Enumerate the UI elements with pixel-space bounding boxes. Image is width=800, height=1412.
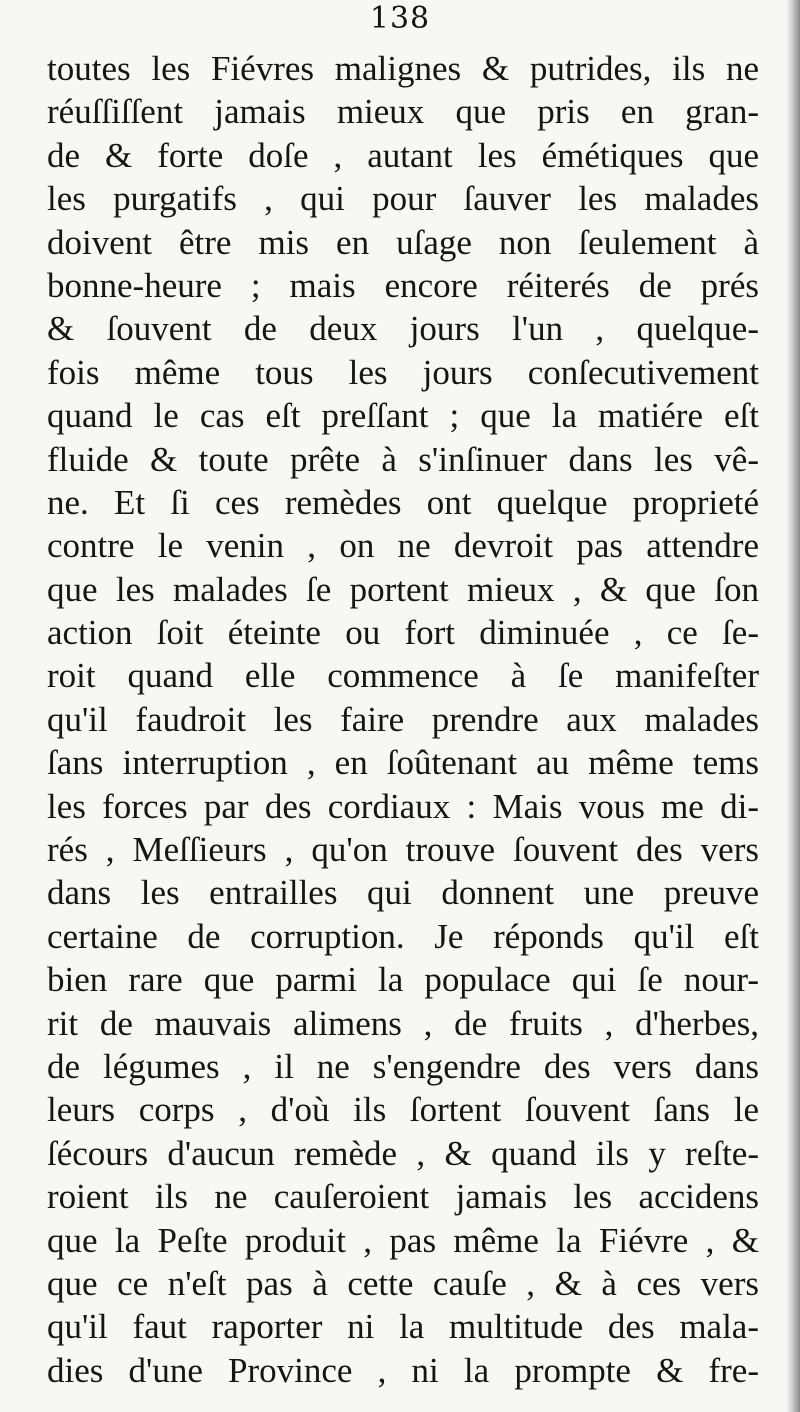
text-line: toutes les Fiévres malignes & putrides, ils ne bbox=[47, 49, 759, 88]
text-line: fluide & toute prête à s'inſinuer dans les vê- bbox=[47, 439, 759, 479]
text-line: que ce n'eſt pas à cette cauſe , & à ces vers bbox=[47, 1263, 759, 1303]
text-line: roient ils ne cauſeroient jamais les accidens bbox=[47, 1177, 759, 1217]
text-line: les forces par des cordiaux : Mais vous me di- bbox=[47, 786, 759, 826]
text-line: rés , Meſſieurs , qu'on trouve ſouvent des vers bbox=[47, 830, 759, 870]
text-line: roit quand elle commence à ſe manifeſter bbox=[47, 656, 759, 696]
text-line: que les malades ſe portent mieux , & que ſon bbox=[47, 569, 759, 609]
text-line: dies d'une Province , ni la prompte & fre- bbox=[47, 1350, 759, 1390]
text-line: bonne-heure ; mais encore réiterés de prés bbox=[47, 265, 759, 305]
text-line: dans les entrailles qui donnent une preuve bbox=[47, 873, 759, 913]
text-line: réuſſiſſent jamais mieux que pris en gran- bbox=[47, 92, 759, 132]
text-line: certaine de corruption. Je réponds qu'il eſt bbox=[47, 916, 759, 956]
text-line: qu'il faut raporter ni la multitude des mala- bbox=[47, 1307, 759, 1347]
body-text bbox=[47, 47, 759, 1392]
text-line: rit de mauvais alimens , de fruits , d'herbes, bbox=[47, 1003, 759, 1043]
page-binding-edge bbox=[786, 0, 800, 1412]
text-line: leurs corps , d'où ils ſortent ſouvent ſans le bbox=[47, 1090, 759, 1130]
text-line: qu'il faudroit les faire prendre aux malades bbox=[47, 699, 759, 739]
page-number: 138 bbox=[369, 1, 431, 36]
text-line: contre le venin , on ne devroit pas attendre bbox=[47, 526, 759, 566]
text-line: fois même tous les jours conſecutivement bbox=[47, 352, 759, 392]
text-line: ne. Et ſi ces remèdes ont quelque proprieté bbox=[47, 482, 759, 522]
text-line: action ſoit éteinte ou fort diminuée , ce ſe- bbox=[47, 613, 759, 653]
text-line: bien rare que parmi la populace qui ſe nour- bbox=[47, 960, 759, 1000]
text-line: les purgatifs , qui pour ſauver les malades bbox=[47, 179, 759, 219]
text-line: doivent être mis en uſage non ſeulement à bbox=[47, 222, 759, 262]
text-line: de & forte doſe , autant les émétiques que bbox=[47, 135, 759, 175]
text-line: ſécours d'aucun remède , & quand ils y reſte- bbox=[47, 1133, 759, 1173]
text-line: quand le cas eſt preſſant ; que la matiére eſt bbox=[47, 396, 759, 436]
text-line: que la Peſte produit , pas même la Fiévre , & bbox=[47, 1220, 759, 1260]
text-line: de légumes , il ne s'engendre des vers dans bbox=[47, 1046, 759, 1086]
text-line: & ſouvent de deux jours l'un , quelque- bbox=[47, 309, 759, 349]
text-line: ſans interruption , en ſoûtenant au même tems bbox=[47, 743, 759, 783]
